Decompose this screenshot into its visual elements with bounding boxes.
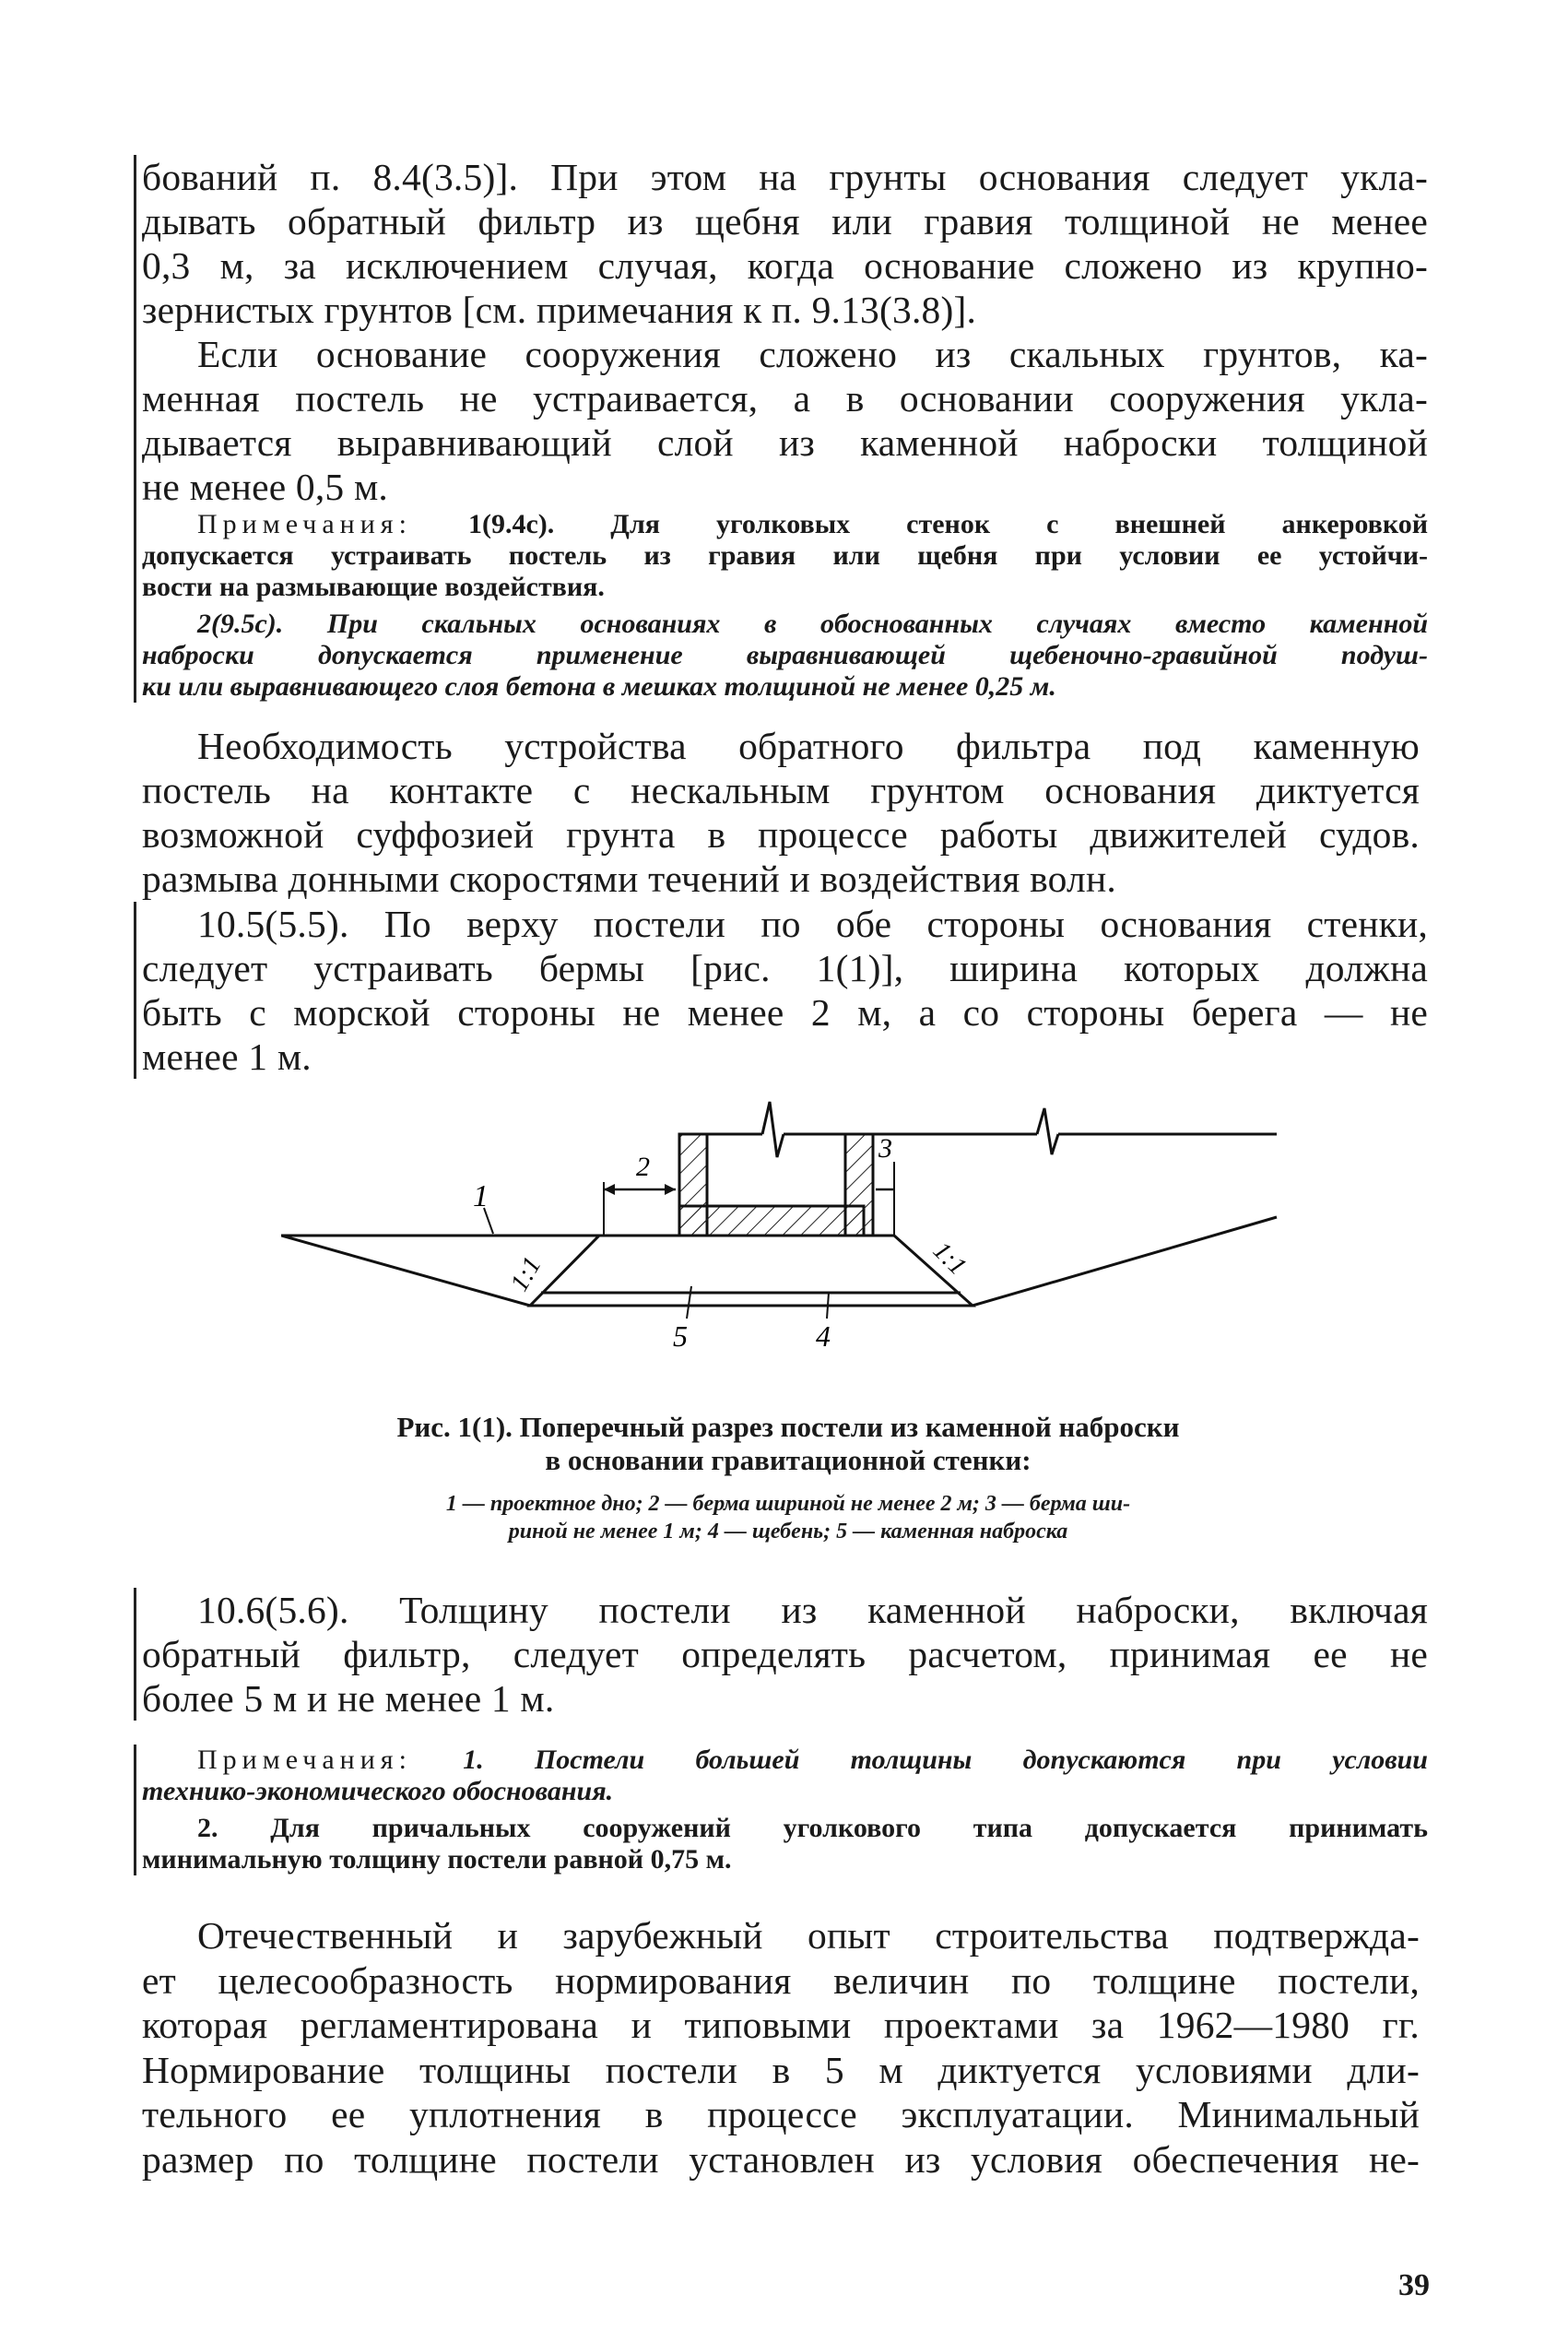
note-line: наброски допускается применение выравнивающей щебеночно-гравийной подуш- bbox=[142, 640, 1428, 670]
paragraph-2 bbox=[134, 332, 1428, 509]
note-text: 1. Постели большей толщины допускаются при условии bbox=[463, 1745, 1428, 1775]
text-line: Если основание сооружения сложено из скальных грунтов, ка- bbox=[197, 333, 1428, 375]
note-line: минимальную толщину постели равной 0,75 м. bbox=[142, 1844, 732, 1875]
label-3: 3 bbox=[878, 1133, 892, 1164]
label-5: 5 bbox=[673, 1319, 688, 1353]
text-line: следует устраивать бермы [рис. 1(1)], ширина которых должна bbox=[142, 947, 1428, 989]
text-line: тельного ее уплотнения в процессе эксплуатации. Минимальный bbox=[142, 2093, 1420, 2135]
arrow-head bbox=[604, 1184, 615, 1195]
note-line: 2(9.5с). При скальных основаниях в обоснованных случаях вместо каменной bbox=[197, 609, 1428, 639]
label-slope-right: 1:1 bbox=[926, 1236, 973, 1282]
note-line: допускается устраивать постель из гравия или щебня при условии ее устойчи- bbox=[142, 540, 1428, 571]
text-line: быть с морской стороны не менее 2 м, а со стороны берега — не bbox=[142, 991, 1428, 1034]
break-mark-fill bbox=[1037, 1108, 1058, 1154]
caption-line: Рис. 1(1). Поперечный разрез постели из каменной наброски bbox=[396, 1411, 1180, 1443]
note-text: 1(9.4с). Для уголковых стенок с внешней анкеровкой bbox=[467, 509, 1429, 539]
label-slope-left: 1:1 bbox=[504, 1251, 548, 1296]
break-mark-wall bbox=[762, 1102, 784, 1157]
note-line: 2. Для причальных сооружений уголкового типа допускается принимать bbox=[197, 1813, 1428, 1843]
text-line: обратный фильтр, следует определять расчетом, принимая ее не bbox=[142, 1633, 1428, 1675]
legend-line: 1 — проектное дно; 2 — берма шириной не менее 2 м; 3 — берма ши- bbox=[445, 1492, 1131, 1516]
notes-label: Примечания: bbox=[197, 1745, 412, 1775]
leader-4 bbox=[827, 1293, 829, 1319]
note-line bbox=[142, 509, 1428, 540]
text-line: ет целесообразность нормирования величин по толщине постели, bbox=[142, 1958, 1420, 2002]
text-line: которая регламентирована и типовыми проектами за 1962—1980 гг. bbox=[142, 2004, 1420, 2046]
stone-bed bbox=[530, 1236, 973, 1306]
label-2: 2 bbox=[636, 1152, 650, 1182]
figure-caption bbox=[277, 1411, 1300, 1545]
label-4: 4 bbox=[816, 1319, 831, 1353]
arrow-head bbox=[665, 1184, 676, 1195]
caption-legend bbox=[277, 1490, 1300, 1545]
text-line: размыва донными скоростями течений и воздействия волн. bbox=[142, 858, 1116, 900]
wall-right-hatch bbox=[845, 1134, 873, 1236]
text-line: Нормирование толщины постели в 5 м диктуется условиями дли- bbox=[142, 2048, 1420, 2091]
text-line: более 5 м и не менее 1 м. bbox=[142, 1677, 555, 1720]
text-line: зернистых грунтов [см. примечания к п. 9.13(3.8)]. bbox=[142, 289, 977, 331]
text-line: менная постель не устраивается, а в основании сооружения укла- bbox=[142, 377, 1428, 420]
page-number: 39 bbox=[1398, 2268, 1430, 2302]
paragraph-4 bbox=[134, 902, 1428, 1079]
text-line: возможной суффозией грунта в процессе работы движителей судов. bbox=[142, 813, 1420, 856]
text-line: Отечественный и зарубежный опыт строительства подтвержда- bbox=[197, 1914, 1420, 1957]
paragraph-1 bbox=[134, 155, 1428, 332]
text-line: дывать обратный фильтр из щебня или гравия толщиной не менее bbox=[142, 200, 1428, 242]
note-line: технико-экономического обоснования. bbox=[142, 1776, 614, 1806]
note-line: ки или выравнивающего слоя бетона в мешках толщиной не менее 0,25 м. bbox=[142, 671, 1056, 702]
wall-base-hatch bbox=[679, 1206, 864, 1236]
text-line: 10.6(5.6). Толщину постели из каменной наброски, включая bbox=[197, 1589, 1428, 1631]
text-line: 10.5(5.5). По верху постели по обе стороны основания стенки, bbox=[197, 903, 1428, 945]
text-line: постель на контакте с нескальным грунтом основания диктуется bbox=[142, 769, 1420, 811]
text-line: дывается выравнивающий слой из каменной наброски толщиной bbox=[142, 421, 1428, 464]
text-line: бований п. 8.4(3.5)]. При этом на грунты основания следует укла- bbox=[142, 156, 1428, 198]
caption-line: в основании гравитационной стенки: bbox=[545, 1444, 1032, 1476]
text-line: размер по толщине постели установлен из условия обеспечения не- bbox=[142, 2137, 1420, 2181]
legend-line: риной не менее 1 м; 4 — щебень; 5 — каменная наброска bbox=[508, 1520, 1068, 1544]
notes-block-2 bbox=[134, 1745, 1428, 1875]
text-line: Необходимость устройства обратного фильтра под каменную bbox=[197, 725, 1420, 767]
paragraph-5 bbox=[134, 1588, 1428, 1721]
cross-section-figure bbox=[281, 1097, 1295, 1402]
text-line: менее 1 м. bbox=[142, 1035, 312, 1078]
notes-label: Примечания: bbox=[197, 509, 412, 539]
paragraph-3 bbox=[142, 724, 1420, 901]
notes-block-1 bbox=[134, 509, 1428, 703]
text-line: 0,3 м, за исключением случая, когда основание сложено из крупно- bbox=[142, 244, 1428, 287]
note-line: вости на размывающие воздействия. bbox=[142, 572, 605, 602]
paragraph-6 bbox=[142, 1913, 1420, 2182]
text-line: не менее 0,5 м. bbox=[142, 466, 388, 508]
label-1: 1 bbox=[473, 1179, 489, 1213]
leader-5 bbox=[687, 1286, 691, 1319]
note-line bbox=[142, 1745, 1428, 1776]
